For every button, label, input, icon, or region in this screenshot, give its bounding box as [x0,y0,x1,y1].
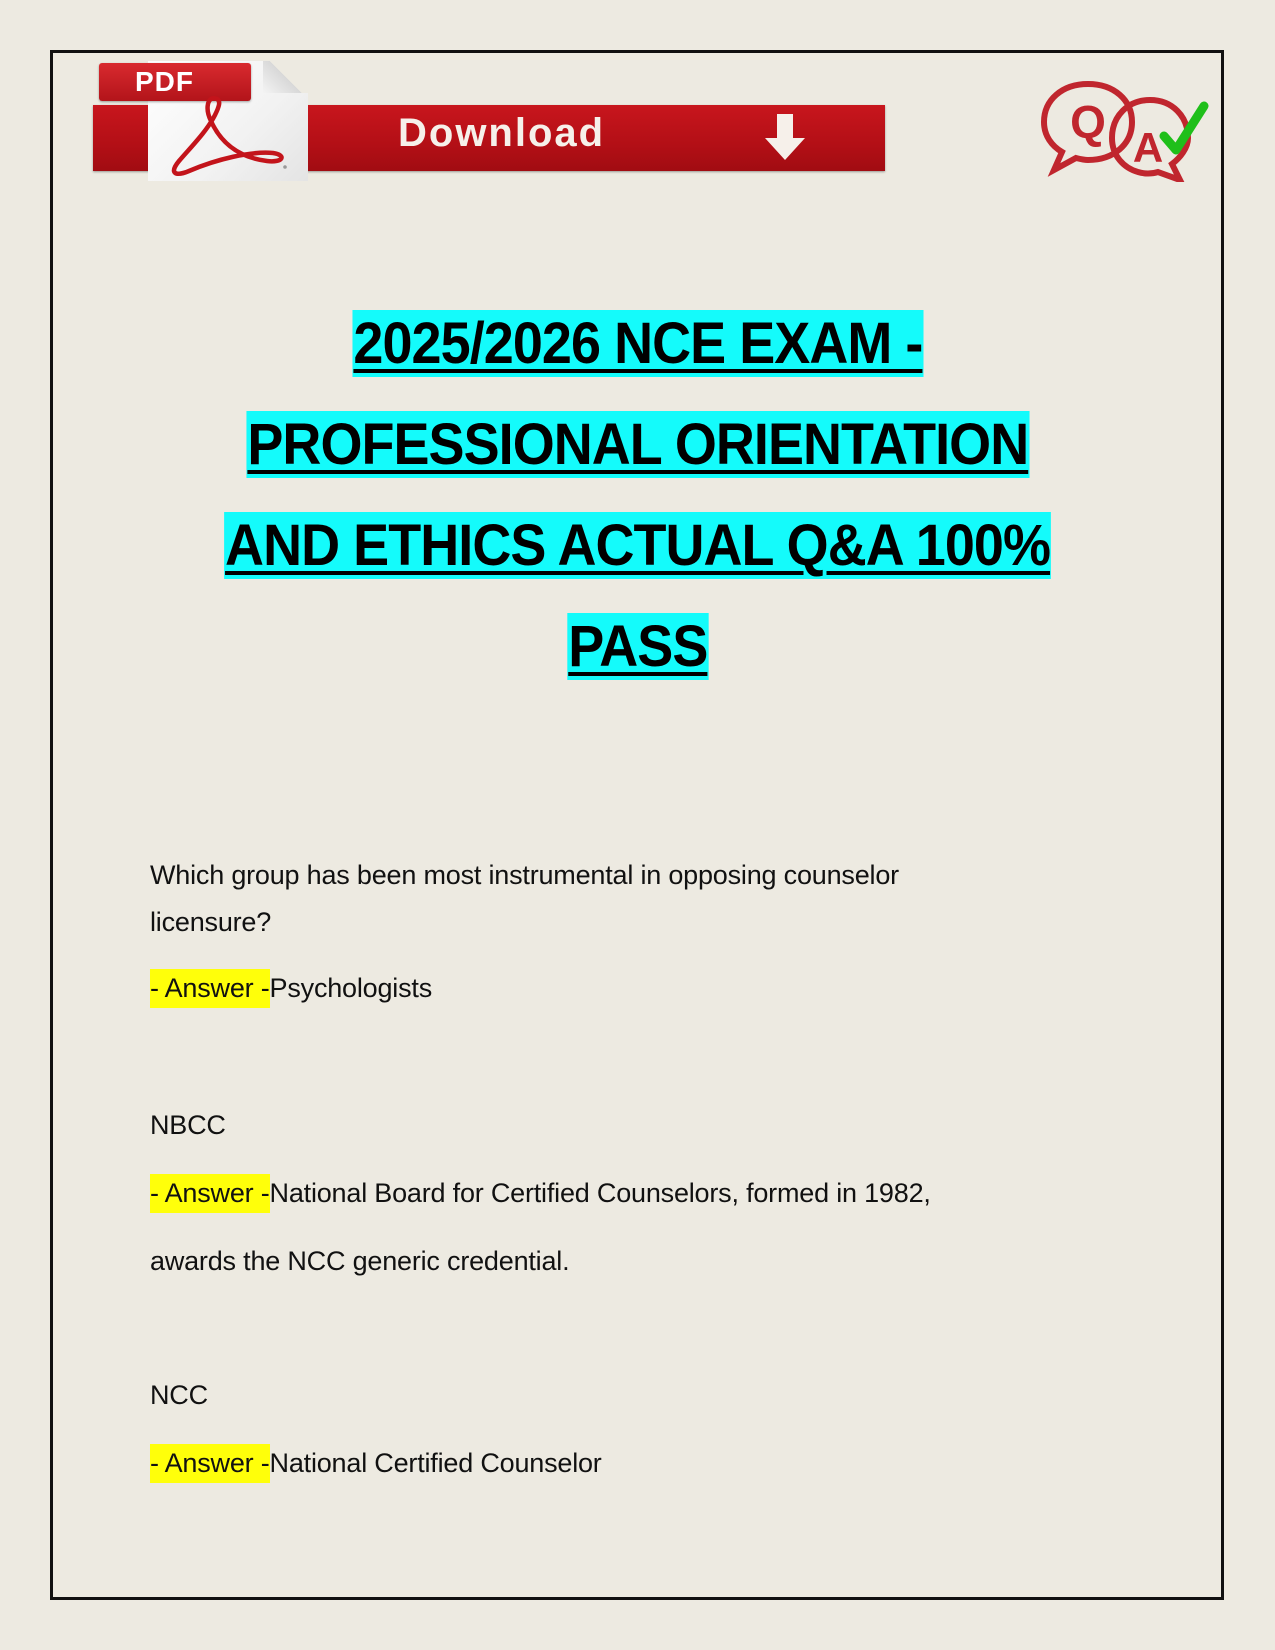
answer-text: Psychologists [269,973,433,1003]
title-line-text: PASS [567,614,708,679]
answer-row [150,1448,602,1479]
svg-text:Q: Q [1070,96,1106,148]
answer-text: National Certified Counselor [269,1448,602,1478]
title-line [60,603,1215,704]
acrobat-logo-icon [155,95,295,181]
answer-label: - Answer - [150,1174,270,1213]
qa-logo-icon [1038,78,1210,182]
page-border [50,50,1224,1600]
question-text: licensure? [150,907,272,937]
title-line-text: 2025/2026 NCE EXAM - [352,311,923,376]
question-text: NCC [150,1380,208,1410]
answer-text-continued: awards the NCC generic credential. [150,1246,570,1276]
answer-label: - Answer - [150,1444,270,1483]
answer-row [150,1178,931,1209]
title-line-text: PROFESSIONAL ORIENTATION [247,412,1028,477]
svg-text:A: A [1132,124,1164,171]
pdf-label: PDF [135,66,194,97]
question-text: NBCC [150,1110,226,1140]
title-line [60,300,1215,401]
title-line-text: AND ETHICS ACTUAL Q&A 100% [225,513,1050,578]
download-label: Download [398,111,606,155]
answer-text: National Board for Certified Counselors, formed in 1982, [269,1178,931,1208]
down-arrow-icon [763,114,807,162]
title-line [60,502,1215,603]
document-title [60,300,1215,704]
pdf-download-banner[interactable] [93,61,885,183]
title-line [60,401,1215,502]
page-fold-icon [263,61,308,93]
answer-row [150,973,432,1004]
question-text: Which group has been most instrumental in opposing counselor [150,860,899,890]
answer-label: - Answer - [150,969,270,1008]
